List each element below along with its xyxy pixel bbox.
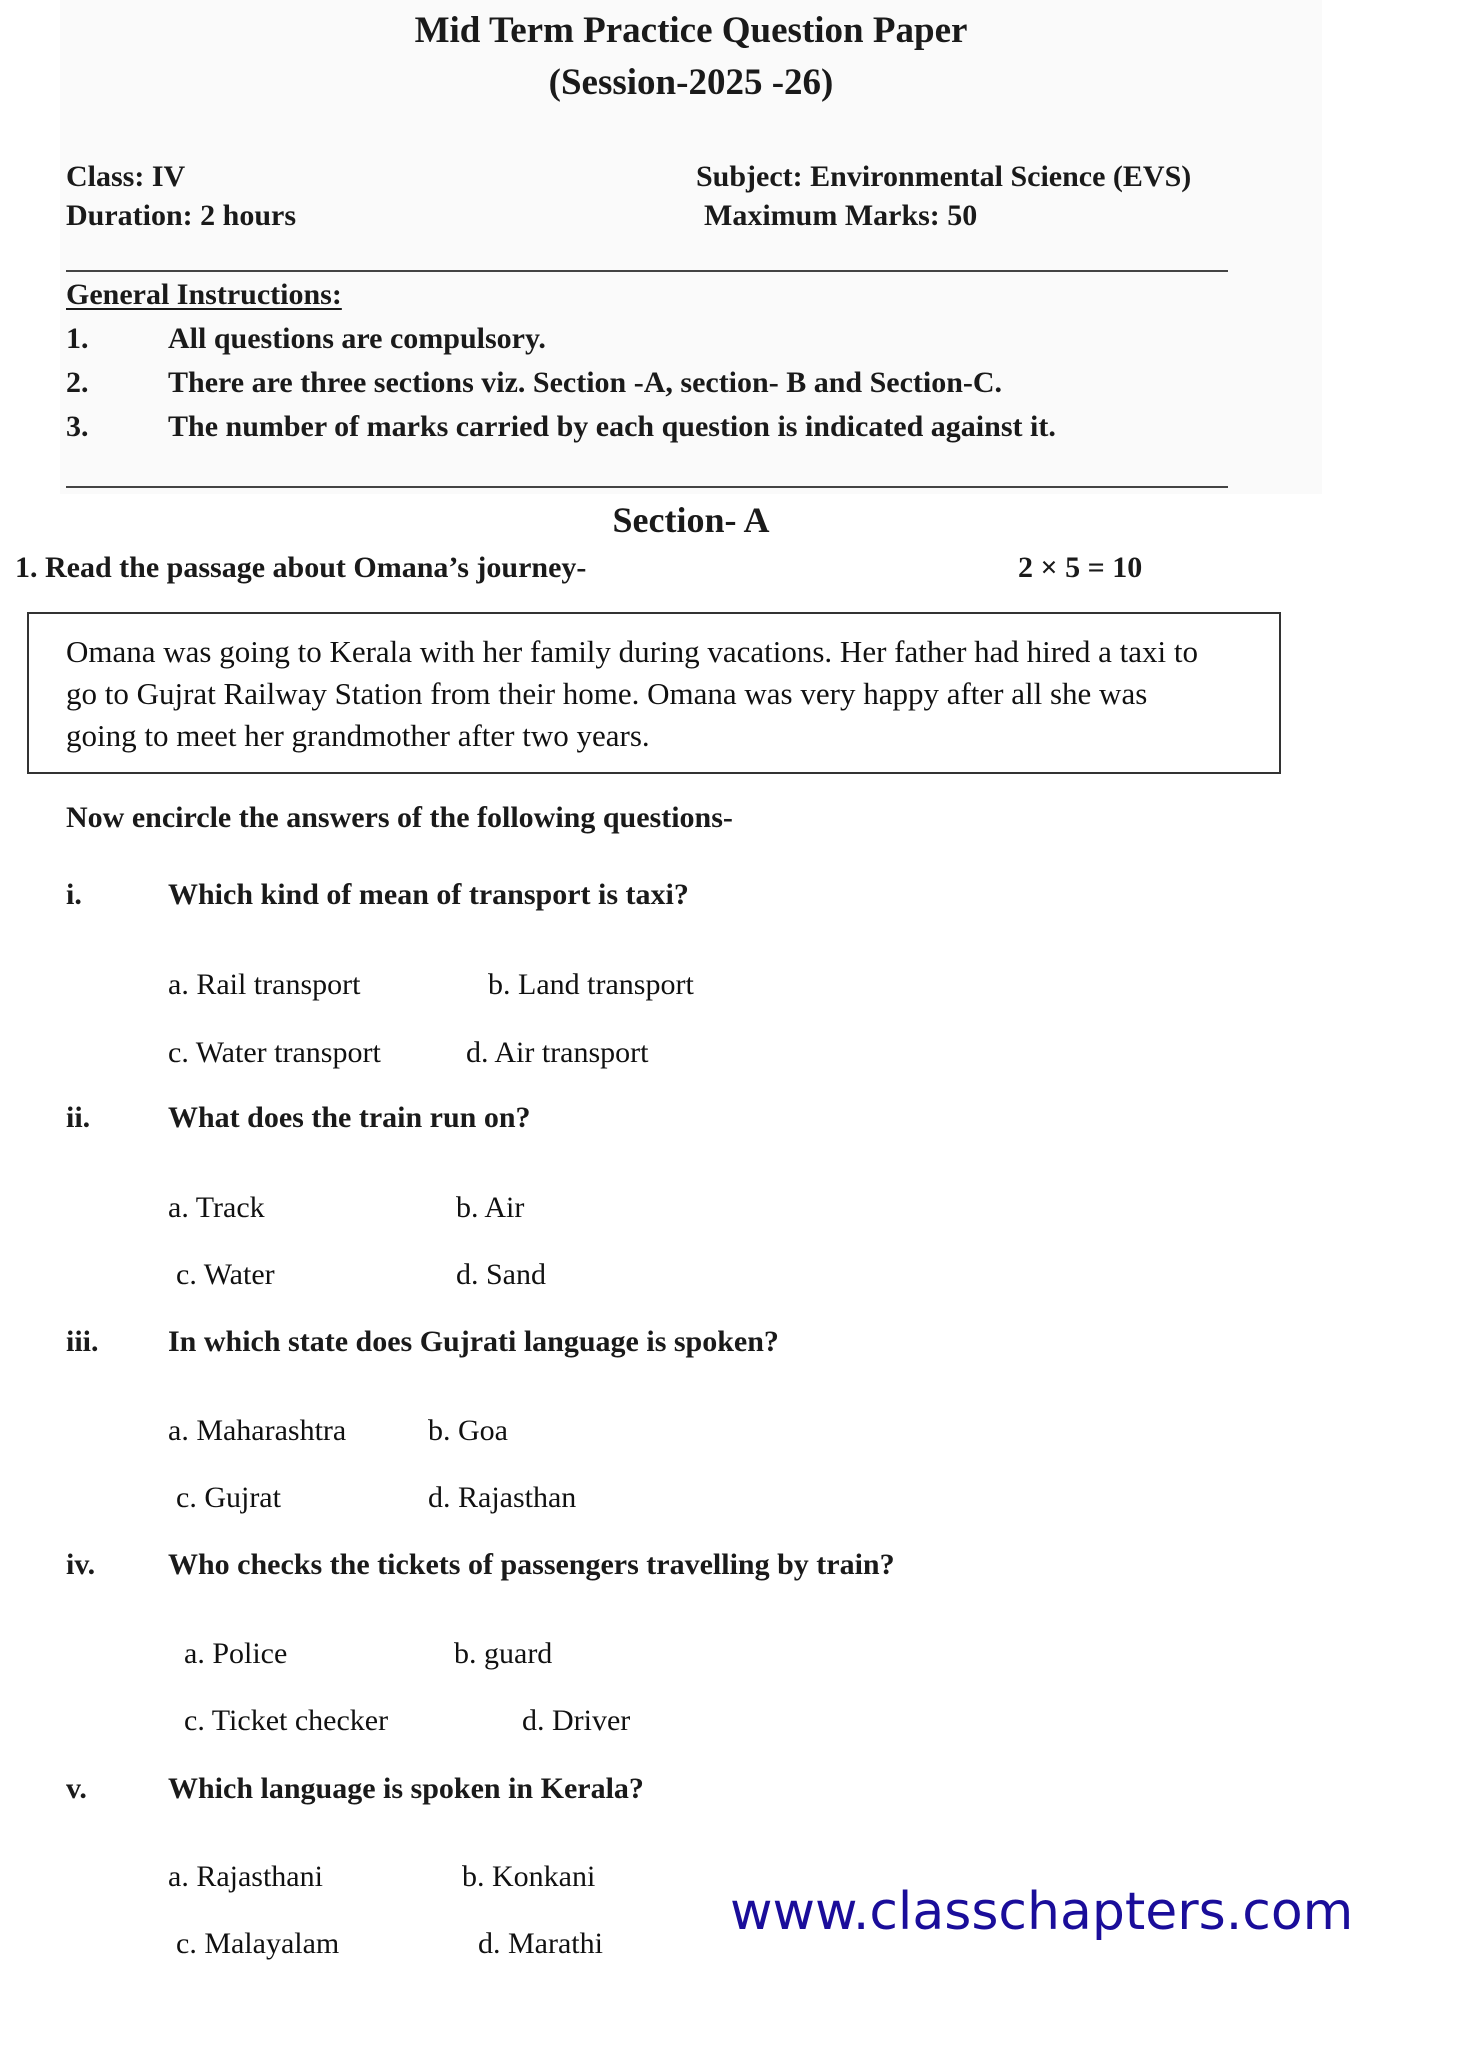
passage-line: going to meet her grandmother after two years. bbox=[66, 718, 650, 753]
option-d[interactable]: d. Driver bbox=[522, 1704, 631, 1737]
option-a[interactable]: a. Rajasthani bbox=[168, 1860, 323, 1893]
option-c[interactable]: c. Water transport bbox=[168, 1036, 381, 1069]
subquestion-text: Which language is spoken in Kerala? bbox=[168, 1772, 644, 1805]
instruction-text: The number of marks carried by each question is indicated against it. bbox=[168, 410, 1056, 443]
option-b[interactable]: b. Goa bbox=[428, 1414, 508, 1447]
divider-bottom bbox=[66, 486, 1228, 488]
divider-top bbox=[66, 270, 1228, 272]
option-b[interactable]: b. guard bbox=[454, 1637, 553, 1670]
subquestion-number: ii. bbox=[66, 1101, 91, 1134]
instruction-number: 1. bbox=[66, 322, 89, 355]
option-b[interactable]: b. Land transport bbox=[488, 968, 694, 1001]
instruction-text: All questions are compulsory. bbox=[168, 322, 546, 355]
option-a[interactable]: a. Police bbox=[184, 1637, 288, 1670]
general-instructions-heading: General Instructions: bbox=[66, 278, 342, 311]
subquestion-text: In which state does Gujrati language is spoken? bbox=[168, 1325, 779, 1358]
option-a[interactable]: a. Track bbox=[168, 1191, 265, 1224]
paper-title: Mid Term Practice Question Paper bbox=[414, 10, 968, 51]
subquestion-text: What does the train run on? bbox=[168, 1101, 531, 1134]
instruction-text: There are three sections viz. Section -A, section- B and Section-C. bbox=[168, 366, 1003, 399]
question-1-marks: 2 × 5 = 10 bbox=[1018, 551, 1143, 584]
subquestion-text: Which kind of mean of transport is taxi? bbox=[168, 878, 689, 911]
watermark-link[interactable]: www.classchapters.com bbox=[730, 1882, 1354, 1942]
encircle-instruction: Now encircle the answers of the following questions- bbox=[66, 801, 733, 834]
instruction-number: 2. bbox=[66, 366, 89, 399]
section-a-title: Section- A bbox=[612, 500, 770, 540]
option-a[interactable]: a. Rail transport bbox=[168, 968, 361, 1001]
option-d[interactable]: d. Air transport bbox=[466, 1036, 649, 1069]
subquestion-number: iv. bbox=[66, 1548, 96, 1581]
subject-label: Subject: Environmental Science (EVS) bbox=[696, 160, 1192, 193]
option-c[interactable]: c. Malayalam bbox=[176, 1927, 340, 1960]
option-d[interactable]: d. Rajasthan bbox=[428, 1481, 577, 1514]
duration-label: Duration: 2 hours bbox=[66, 199, 297, 232]
option-c[interactable]: c. Gujrat bbox=[176, 1481, 281, 1514]
class-label: Class: IV bbox=[66, 160, 186, 193]
passage-line: go to Gujrat Railway Station from their home. Omana was very happy after all she was bbox=[66, 676, 1148, 711]
passage-line: Omana was going to Kerala with her family during vacations. Her father had hired a taxi to bbox=[66, 634, 1198, 669]
subquestion-number: iii. bbox=[66, 1325, 99, 1358]
option-b[interactable]: b. Konkani bbox=[462, 1860, 596, 1893]
subquestion-text: Who checks the tickets of passengers travelling by train? bbox=[168, 1548, 895, 1581]
question-1-heading: 1. Read the passage about Omana’s journey- bbox=[15, 551, 587, 584]
option-c[interactable]: c. Water bbox=[176, 1258, 275, 1291]
instruction-number: 3. bbox=[66, 410, 89, 443]
subquestion-number: v. bbox=[66, 1772, 87, 1805]
option-c[interactable]: c. Ticket checker bbox=[184, 1704, 389, 1737]
subquestion-number: i. bbox=[66, 878, 82, 911]
max-marks-label: Maximum Marks: 50 bbox=[704, 199, 978, 232]
session-label: (Session-2025 -26) bbox=[548, 62, 834, 103]
option-d[interactable]: d. Marathi bbox=[478, 1927, 603, 1960]
option-a[interactable]: a. Maharashtra bbox=[168, 1414, 347, 1447]
option-b[interactable]: b. Air bbox=[456, 1191, 525, 1224]
option-d[interactable]: d. Sand bbox=[456, 1258, 546, 1291]
